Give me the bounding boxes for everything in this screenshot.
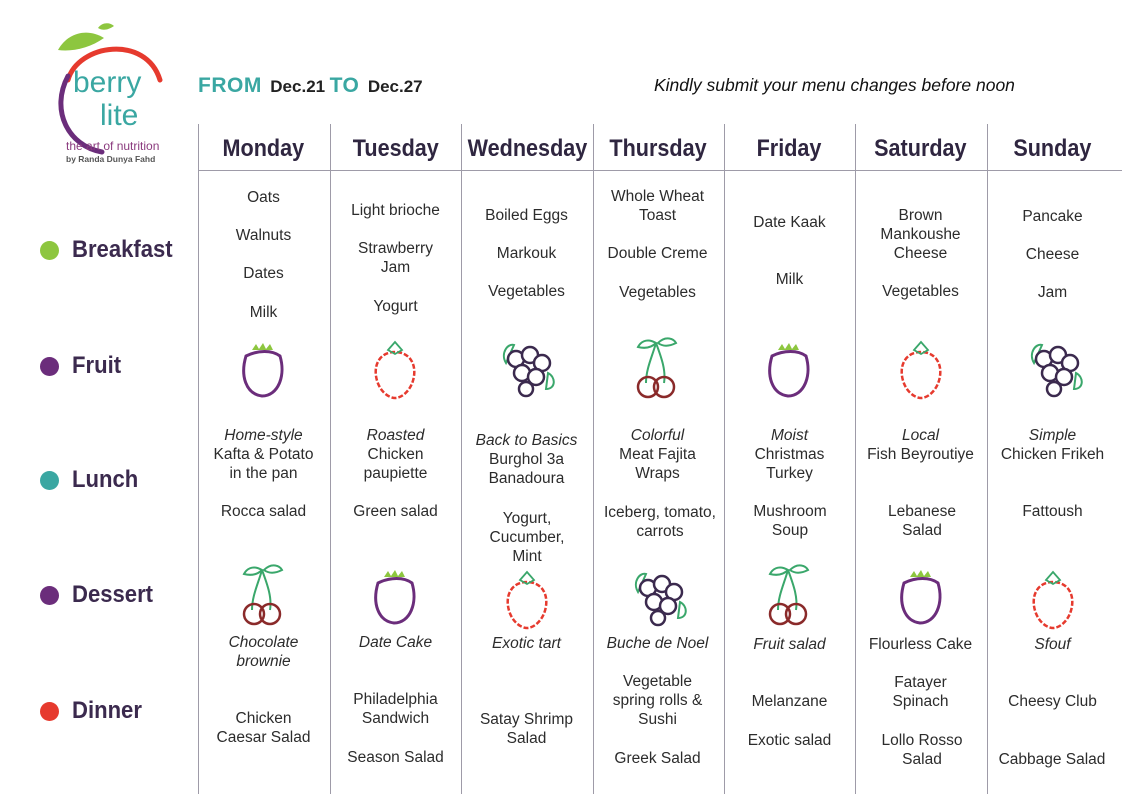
dinner-line: Salad	[506, 730, 547, 747]
breakfast-item: Cheese	[1025, 246, 1080, 263]
lunch-side: Fattoush	[1022, 503, 1083, 520]
meal-lunch	[40, 466, 144, 494]
breakfast-item: Brown Mankoushe Cheese	[880, 207, 961, 262]
lunch-title: Colorful	[630, 427, 685, 444]
breakfast-item: Vegetables	[882, 283, 959, 300]
dinner-line: Caesar Salad	[216, 729, 311, 746]
dessert-line: Fruit salad	[753, 636, 826, 653]
grid-divider	[330, 124, 331, 794]
plum-icon	[228, 336, 298, 406]
breakfast-item: Boiled Eggs	[485, 207, 568, 224]
grid-divider	[724, 124, 725, 794]
raspberry-icon	[492, 566, 562, 636]
day-header-wednesday: Wednesday	[467, 135, 588, 162]
svg-text:lite: lite	[100, 99, 139, 132]
header-divider	[198, 170, 1122, 171]
day-header-tuesday: Tuesday	[352, 135, 439, 162]
fruit-dot-icon	[40, 357, 59, 376]
dinner-line: Chicken	[235, 710, 292, 727]
meal-dessert	[40, 581, 160, 609]
lunch-line: Fish Beyroutiye	[867, 446, 974, 463]
lunch-cell	[333, 426, 458, 483]
dessert-cell	[727, 635, 852, 654]
dinner-cell	[595, 672, 720, 729]
day-header-friday: Friday	[757, 135, 822, 162]
meal-label: Dessert	[72, 581, 154, 608]
dessert-cell	[990, 635, 1115, 654]
meal-dinner	[40, 697, 148, 725]
lunch-line: Meat Fajita	[619, 446, 696, 463]
lunch-line: in the pan	[229, 465, 298, 482]
lunch-line: Chicken Frikeh	[1000, 446, 1105, 463]
lunch-line: Burghol 3a	[489, 451, 564, 468]
lunch-line: paupiette	[363, 465, 428, 482]
date-range	[198, 74, 423, 98]
lunch-title: Home-style	[224, 427, 303, 444]
dinner-cell	[333, 690, 458, 728]
lunch-dot-icon	[40, 471, 59, 490]
grapes-icon	[1020, 333, 1090, 403]
tagline-text: the art of nutrition	[66, 139, 160, 153]
dessert-cell	[464, 634, 589, 653]
submission-note: Kindly submit your menu changes before noon	[654, 75, 1015, 95]
lunch-line: Christmas	[754, 446, 825, 463]
day-header-sunday: Sunday	[1013, 135, 1092, 162]
breakfast-item: Double Creme	[607, 245, 708, 262]
dinner-cell	[201, 709, 326, 747]
lunch-cell	[595, 426, 720, 483]
lunch-title: Roasted	[366, 427, 425, 444]
dessert-line: Buche de Noel	[606, 635, 709, 652]
lunch-side: Mushroom Soup	[753, 503, 827, 539]
lunch-side: Yogurt, Cucumber, Mint	[489, 510, 565, 565]
cherry-icon	[622, 333, 692, 403]
dessert-dot-icon	[40, 586, 59, 605]
breakfast-item: Jam	[1037, 284, 1068, 301]
dessert-line: Chocolate	[228, 634, 299, 651]
raspberry-icon	[360, 336, 430, 406]
grapes-icon	[492, 333, 562, 403]
dinner-side: Lollo Rosso Salad	[881, 732, 963, 768]
dinner-side: Exotic salad	[747, 732, 832, 749]
breakfast-item: Strawberry Jam	[358, 240, 433, 276]
cherry-icon	[228, 560, 298, 630]
dinner-line: spring rolls &	[612, 692, 703, 709]
dessert-line: Date Cake	[358, 634, 433, 651]
plum-icon	[754, 336, 824, 406]
lunch-side: Green salad	[353, 503, 438, 520]
grid-divider	[987, 124, 988, 794]
dessert-line: Exotic tart	[492, 635, 561, 652]
dinner-side: Greek Salad	[614, 750, 701, 767]
dinner-side: Cabbage Salad	[998, 751, 1106, 768]
breakfast-item: Oats	[247, 189, 280, 206]
breakfast-item: Milk	[775, 271, 804, 288]
plum-icon	[886, 563, 956, 633]
breakfast-item: Light brioche	[351, 202, 440, 219]
breakfast-item: Vegetables	[619, 284, 696, 301]
dinner-cell	[858, 673, 983, 711]
from-date: Dec.21	[270, 77, 326, 96]
dessert-cell	[333, 633, 458, 652]
plum-icon	[360, 563, 430, 633]
dinner-line: Philadelphia	[353, 691, 438, 708]
dessert-cell	[201, 633, 326, 671]
meal-fruit	[40, 352, 125, 380]
dessert-cell	[858, 635, 983, 654]
lunch-side: Rocca salad	[220, 503, 307, 520]
grid-divider	[461, 124, 462, 794]
grid-divider	[593, 124, 594, 794]
grapes-icon	[624, 562, 694, 632]
lunch-title: Simple	[1028, 427, 1077, 444]
from-label: FROM	[198, 74, 262, 97]
day-header-thursday: Thursday	[609, 135, 708, 162]
dessert-line: Sfouf	[1034, 636, 1071, 653]
breakfast-dot-icon	[40, 241, 59, 260]
breakfast-item: Dates	[243, 265, 284, 282]
dinner-dot-icon	[40, 702, 59, 721]
byline: by Randa Dunya Fahd	[66, 154, 156, 164]
lunch-line: Turkey	[766, 465, 813, 482]
raspberry-icon	[886, 336, 956, 406]
dessert-line: Flourless Cake	[868, 636, 973, 653]
lunch-title: Back to Basics	[475, 432, 578, 449]
breakfast-item: Yogurt	[373, 298, 418, 315]
lunch-side: Iceberg, tomato, carrots	[603, 504, 716, 540]
dinner-line: Sandwich	[361, 710, 430, 727]
meal-label: Breakfast	[72, 236, 173, 263]
breakfast-item: Markouk	[496, 245, 557, 262]
lunch-side: Lebanese Salad	[887, 503, 957, 539]
lunch-line: Chicken	[367, 446, 424, 463]
breakfast-item: Walnuts	[235, 227, 292, 244]
dinner-line: Satay Shrimp	[479, 711, 574, 728]
lunch-cell	[990, 426, 1115, 464]
lunch-cell	[727, 426, 852, 483]
lunch-line: Wraps	[635, 465, 680, 482]
day-header-saturday: Saturday	[874, 135, 967, 162]
to-date: Dec.27	[367, 77, 423, 96]
dinner-cell	[990, 692, 1115, 711]
dinner-cell	[464, 710, 589, 748]
lunch-title: Local	[901, 427, 940, 444]
lunch-cell	[464, 431, 589, 488]
grid-divider	[855, 124, 856, 794]
dessert-line: brownie	[236, 653, 291, 670]
raspberry-icon	[1018, 566, 1088, 636]
dinner-side: Season Salad	[347, 749, 444, 766]
breakfast-item: Milk	[249, 304, 278, 321]
lunch-line: Banadoura	[488, 470, 565, 487]
meal-label: Dinner	[72, 697, 142, 724]
tagline	[66, 140, 159, 166]
dinner-line: Cheesy Club	[1008, 693, 1097, 710]
meal-label: Fruit	[72, 352, 122, 379]
svg-text:berry: berry	[73, 66, 142, 99]
dessert-cell	[595, 634, 720, 653]
day-header-monday: Monday	[222, 135, 305, 162]
dinner-cell	[727, 692, 852, 711]
meal-breakfast	[40, 236, 181, 264]
lunch-line: Kafta & Potato	[213, 446, 314, 463]
breakfast-item: Date Kaak	[753, 214, 826, 231]
to-label: TO	[329, 74, 360, 97]
breakfast-item: Pancake	[1022, 208, 1083, 225]
lunch-cell	[858, 426, 983, 464]
grid-divider	[198, 124, 199, 794]
meal-label: Lunch	[72, 466, 139, 493]
lunch-title: Moist	[770, 427, 809, 444]
breakfast-item: Vegetables	[488, 283, 565, 300]
dinner-line: Melanzane	[751, 693, 828, 710]
dinner-line: Spinach	[892, 693, 949, 710]
dinner-line: Vegetable	[623, 673, 692, 690]
breakfast-item: Whole Wheat Toast	[610, 188, 705, 224]
cherry-icon	[754, 560, 824, 630]
dinner-line: Sushi	[638, 711, 677, 728]
dinner-line: Fatayer	[894, 674, 947, 691]
lunch-cell	[201, 426, 326, 483]
